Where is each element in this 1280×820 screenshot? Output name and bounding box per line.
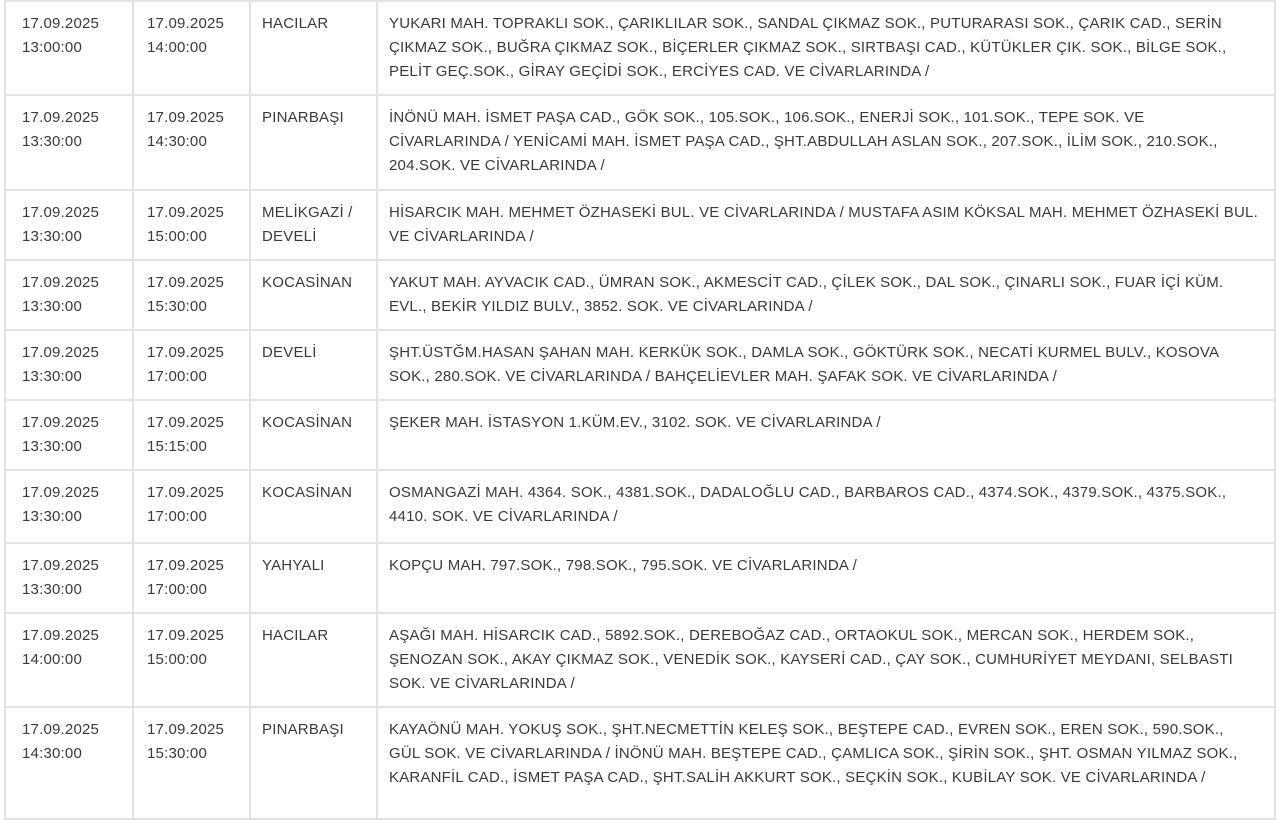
table-row [5,260,1275,330]
end-time: 17:00:00 [147,508,207,525]
start-date: 17.09.2025 [22,344,100,361]
end-date: 17.09.2025 [147,414,225,431]
table-row [5,400,1275,470]
end-datetime-cell [133,95,250,190]
end-time: 15:30:00 [147,745,207,762]
affected-areas-text: İNÖNÜ MAH. İSMET PAŞA CAD., GÖK SOK., 105.SOK., 106.SOK., ENERJİ SOK., 101.SOK., TEPE SOK. VE CİVARLARINDA / YENİCAMİ MAH. İSMET PAŞA CAD., ŞHT.ABDULLAH ASLAN SOK., 207.SOK., İLİM SOK., 210.SOK., 204.SOK. VE CİVARLARINDA / [389,109,1218,174]
end-time: 15:00:00 [147,228,207,245]
district-cell [250,543,377,613]
affected-areas-text: KOPÇU MAH. 797.SOK., 798.SOK., 795.SOK. VE CİVARLARINDA / [389,557,857,574]
end-time: 15:30:00 [147,298,207,315]
table-row [5,1,1275,95]
table-row [5,190,1275,260]
district-name: KOCASİNAN [262,484,353,501]
district-name: YAHYALI [262,557,325,574]
start-date: 17.09.2025 [22,109,100,126]
district-cell [250,95,377,190]
end-time: 14:30:00 [147,133,207,150]
district-cell [250,707,377,819]
end-datetime-cell [133,1,250,95]
affected-areas-text: ŞEKER MAH. İSTASYON 1.KÜM.EV., 3102. SOK. VE CİVARLARINDA / [389,414,881,431]
table-row [5,543,1275,613]
district-cell [250,400,377,470]
affected-areas-text: YUKARI MAH. TOPRAKLI SOK., ÇARIKLILAR SOK., SANDAL ÇIKMAZ SOK., PUTURARASI SOK., ÇARIK CAD., SERİN ÇIKMAZ SOK., BUĞRA ÇIKMAZ SOK., BİÇERLER ÇIKMAZ SOK., SIRTBAŞI CAD., KÜTÜKLER ÇIK. SOK., BİLGE SOK., PELİT GEÇ.SOK., GİRAY GEÇİDİ SOK., ERCİYES CAD. VE CİVARLARINDA / [389,15,1227,80]
start-date: 17.09.2025 [22,484,100,501]
end-datetime-cell [133,330,250,400]
areas-cell [377,613,1275,707]
end-datetime-cell [133,613,250,707]
end-date: 17.09.2025 [147,15,225,32]
start-date: 17.09.2025 [22,15,100,32]
end-time: 15:15:00 [147,438,207,455]
areas-cell [377,330,1275,400]
areas-cell [377,260,1275,330]
start-datetime-cell [5,330,133,400]
end-datetime-cell [133,543,250,613]
end-datetime-cell [133,260,250,330]
district-cell [250,330,377,400]
start-time: 13:30:00 [22,228,82,245]
end-date: 17.09.2025 [147,109,225,126]
areas-cell [377,543,1275,613]
district-cell [250,190,377,260]
affected-areas-text: KAYAÖNÜ MAH. YOKUŞ SOK., ŞHT.NECMETTİN KELEŞ SOK., BEŞTEPE CAD., EVREN SOK., EREN SOK., 590.SOK., GÜL SOK. VE CİVARLARINDA / İNÖNÜ MAH. BEŞTEPE CAD., ÇAMLICA SOK., ŞİRİN SOK., ŞHT. OSMAN YILMAZ SOK., KARANFİL CAD., İSMET PAŞA CAD., ŞHT.SALİH AKKURT SOK., SEÇKİN SOK., KUBİLAY SOK. VE CİVARLARINDA / [389,721,1238,786]
affected-areas-text: HİSARCIK MAH. MEHMET ÖZHASEKİ BUL. VE CİVARLARINDA / MUSTAFA ASIM KÖKSAL MAH. MEHMET ÖZHASEKİ BUL. VE CİVARLARINDA / [389,204,1258,245]
end-datetime-cell [133,190,250,260]
outage-schedule-page [4,0,1276,820]
start-datetime-cell [5,470,133,543]
affected-areas-text: AŞAĞI MAH. HİSARCIK CAD., 5892.SOK., DEREBOĞAZ CAD., ORTAOKUL SOK., MERCAN SOK., HERDEM SOK., ŞENOZAN SOK., AKAY ÇIKMAZ SOK., VENEDİK SOK., KAYSERİ CAD., ÇAY SOK., CUMHURİYET MEYDANI, SELBASTI SOK. VE CİVARLARINDA / [389,627,1233,692]
end-date: 17.09.2025 [147,557,225,574]
start-datetime-cell [5,190,133,260]
start-datetime-cell [5,400,133,470]
areas-cell [377,190,1275,260]
start-date: 17.09.2025 [22,204,100,221]
district-name: KOCASİNAN [262,274,353,291]
district-cell [250,260,377,330]
end-time: 17:00:00 [147,368,207,385]
areas-cell [377,707,1275,819]
district-name: MELİKGAZİ / DEVELİ [262,204,353,245]
start-datetime-cell [5,543,133,613]
start-datetime-cell [5,95,133,190]
district-name: DEVELİ [262,344,317,361]
start-date: 17.09.2025 [22,414,100,431]
start-time: 13:30:00 [22,581,82,598]
end-time: 15:00:00 [147,651,207,668]
start-datetime-cell [5,1,133,95]
start-datetime-cell [5,260,133,330]
start-date: 17.09.2025 [22,627,100,644]
areas-cell [377,1,1275,95]
start-datetime-cell [5,613,133,707]
table-row [5,470,1275,543]
start-time: 14:00:00 [22,651,82,668]
start-time: 13:30:00 [22,508,82,525]
start-time: 14:30:00 [22,745,82,762]
table-row [5,707,1275,819]
table-body [5,1,1275,819]
district-cell [250,470,377,543]
table-row [5,95,1275,190]
areas-cell [377,470,1275,543]
start-time: 13:30:00 [22,368,82,385]
end-time: 17:00:00 [147,581,207,598]
affected-areas-text: YAKUT MAH. AYVACIK CAD., ÜMRAN SOK., AKMESCİT CAD., ÇİLEK SOK., DAL SOK., ÇINARLI SOK., FUAR İÇİ KÜM. EVL., BEKİR YILDIZ BULV., 3852. SOK. VE CİVARLARINDA / [389,274,1224,315]
end-date: 17.09.2025 [147,274,225,291]
district-name: HACILAR [262,15,329,32]
end-datetime-cell [133,707,250,819]
end-datetime-cell [133,400,250,470]
start-date: 17.09.2025 [22,721,100,738]
end-datetime-cell [133,470,250,543]
affected-areas-text: ŞHT.ÜSTĞM.HASAN ŞAHAN MAH. KERKÜK SOK., DAMLA SOK., GÖKTÜRK SOK., NECATİ KURMEL BULV., KOSOVA SOK., 280.SOK. VE CİVARLARINDA / BAHÇELİEVLER MAH. ŞAFAK SOK. VE CİVARLARINDA / [389,344,1219,385]
district-name: PINARBAŞI [262,109,344,126]
district-name: KOCASİNAN [262,414,353,431]
areas-cell [377,400,1275,470]
end-date: 17.09.2025 [147,344,225,361]
start-date: 17.09.2025 [22,557,100,574]
start-time: 13:30:00 [22,298,82,315]
start-time: 13:30:00 [22,438,82,455]
table-row [5,330,1275,400]
district-name: PINARBAŞI [262,721,344,738]
outage-schedule-table [4,0,1276,820]
start-datetime-cell [5,707,133,819]
district-cell [250,613,377,707]
table-row [5,613,1275,707]
start-time: 13:30:00 [22,133,82,150]
end-date: 17.09.2025 [147,484,225,501]
end-date: 17.09.2025 [147,204,225,221]
end-time: 14:00:00 [147,39,207,56]
district-cell [250,1,377,95]
areas-cell [377,95,1275,190]
start-date: 17.09.2025 [22,274,100,291]
end-date: 17.09.2025 [147,721,225,738]
district-name: HACILAR [262,627,329,644]
end-date: 17.09.2025 [147,627,225,644]
start-time: 13:00:00 [22,39,82,56]
affected-areas-text: OSMANGAZİ MAH. 4364. SOK., 4381.SOK., DADALOĞLU CAD., BARBAROS CAD., 4374.SOK., 4379.SOK., 4375.SOK., 4410. SOK. VE CİVARLARINDA / [389,484,1227,525]
